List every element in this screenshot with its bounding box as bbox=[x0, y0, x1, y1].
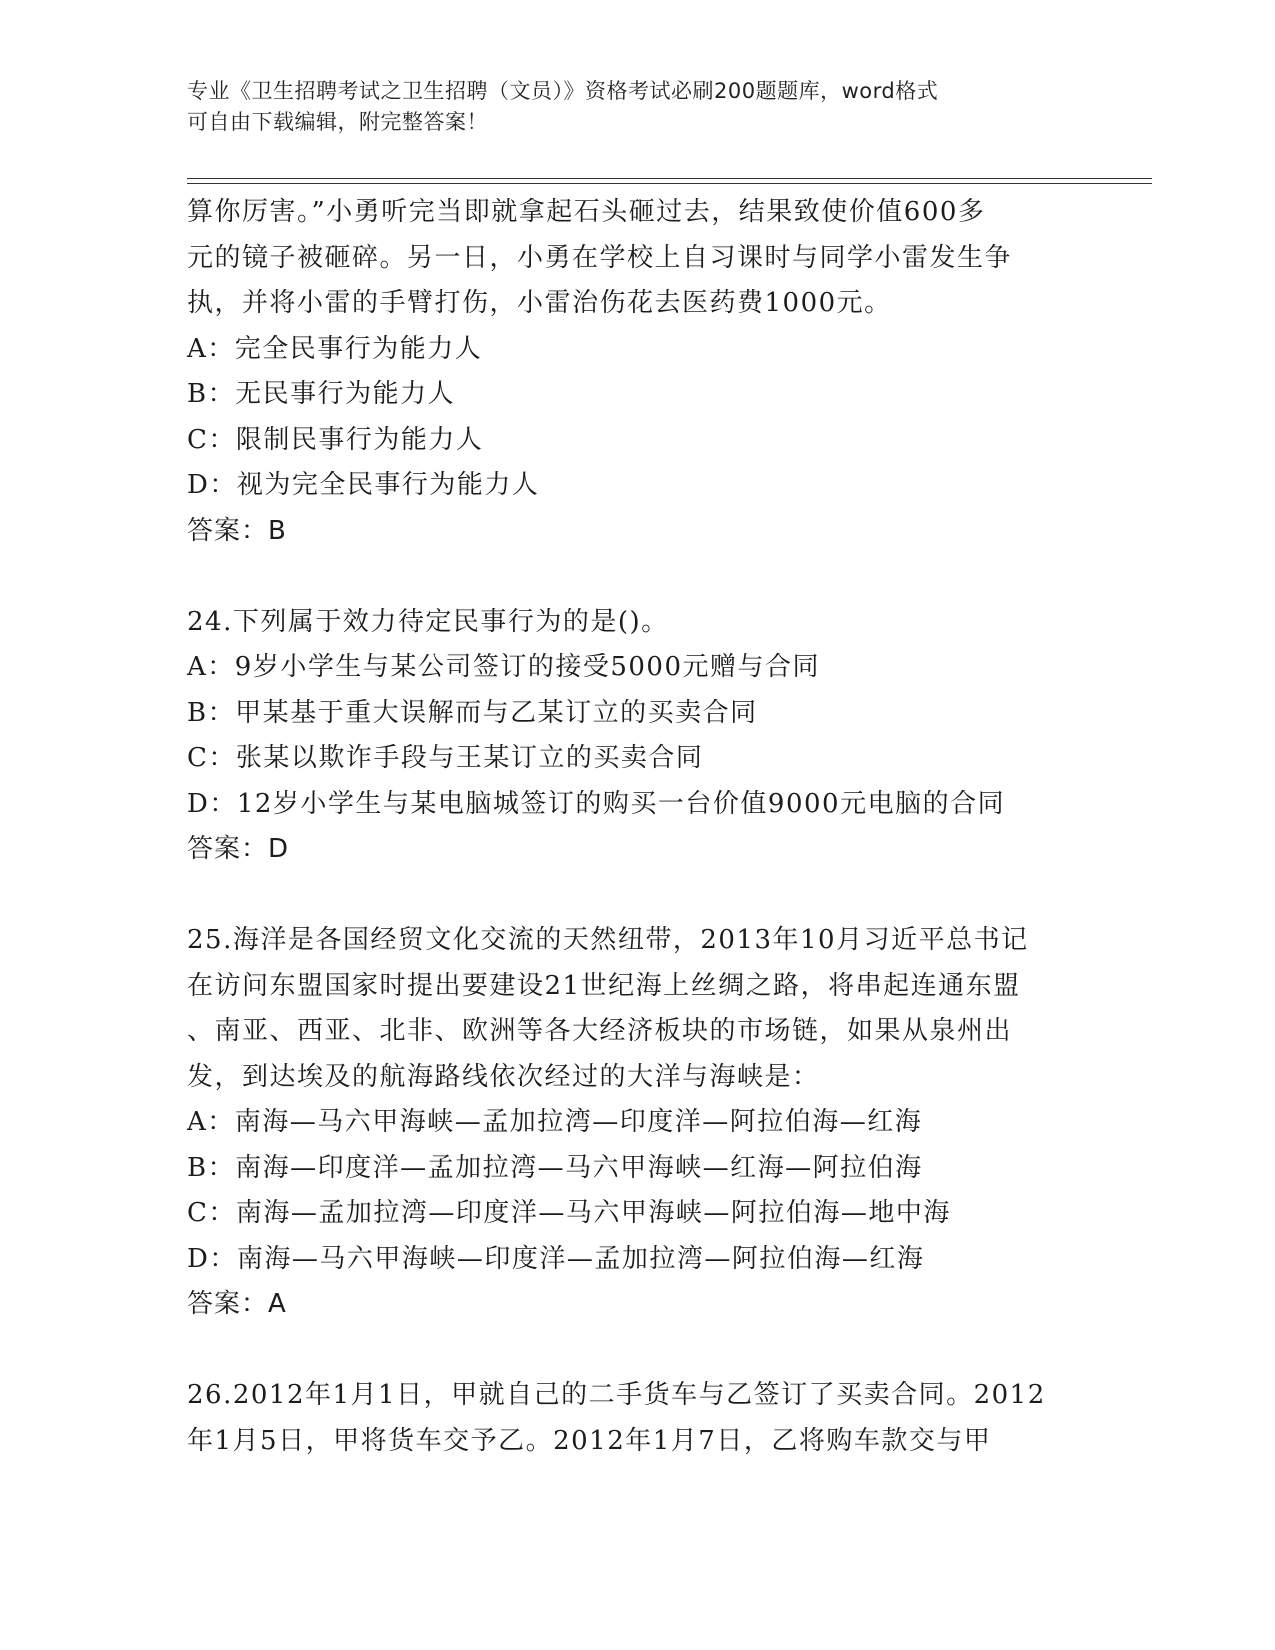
document-body bbox=[187, 190, 1087, 1464]
option-a: A：完全民事行为能力人 bbox=[187, 333, 483, 364]
option-b: B：无民事行为能力人 bbox=[187, 379, 456, 409]
page-header bbox=[187, 76, 1087, 138]
spacer bbox=[187, 554, 1087, 600]
answer-label: 答案：A bbox=[187, 1289, 287, 1319]
header-divider-bottom bbox=[187, 183, 1152, 184]
option-c: C：张某以欺诈手段与王某订立的买卖合同 bbox=[187, 743, 704, 773]
option-d: D：南海—马六甲海峡—印度洋—孟加拉湾—阿拉伯海—红海 bbox=[187, 1243, 925, 1274]
header-title-line-1: 专业《卫生招聘考试之卫生招聘（文员）》资格考试必刷200题题库，word格式 bbox=[187, 79, 939, 103]
question-text-line: 在访问东盟国家时提出要建设21世纪海上丝绸之路，将串起连通东盟 bbox=[187, 970, 1021, 1001]
question-24 bbox=[187, 600, 1087, 873]
question-text-line: 发，到达埃及的航海路线依次经过的大洋与海峡是： bbox=[187, 1061, 820, 1092]
question-text-line: 执，并将小雷的手臂打伤，小雷治伤花去医药费1000元。 bbox=[187, 288, 892, 318]
question-text-line: 24.下列属于效力待定民事行为的是()。 bbox=[187, 606, 669, 637]
question-26 bbox=[187, 1373, 1087, 1464]
question-23 bbox=[187, 190, 1087, 554]
question-25 bbox=[187, 918, 1087, 1328]
question-text-line: 25.海洋是各国经贸文化交流的天然纽带，2013年10月习近平总书记 bbox=[187, 925, 1029, 955]
answer-label: 答案：B bbox=[187, 515, 287, 546]
spacer bbox=[187, 1328, 1087, 1374]
answer-label: 答案：D bbox=[187, 834, 290, 864]
option-c: C：限制民事行为能力人 bbox=[187, 424, 484, 455]
option-c: C：南海—孟加拉湾—印度洋—马六甲海峡—阿拉伯海—地中海 bbox=[187, 1198, 951, 1228]
option-b: B：南海—印度洋—孟加拉湾—马六甲海峡—红海—阿拉伯海 bbox=[187, 1152, 923, 1183]
question-text-line: 、南亚、西亚、北非、欧洲等各大经济板块的市场链，如果从泉州出 bbox=[187, 1016, 1013, 1046]
question-text-line: 元的镜子被砸碎。另一日，小勇在学校上自习课时与同学小雷发生争 bbox=[187, 242, 1013, 273]
question-text-line: 26.2012年1月1日，甲就自己的二手货车与乙签订了买卖合同。2012 bbox=[187, 1380, 1046, 1410]
option-d: D：视为完全民事行为能力人 bbox=[187, 470, 540, 500]
option-a: A：9岁小学生与某公司签订的接受5000元赠与合同 bbox=[187, 652, 820, 682]
spacer bbox=[187, 873, 1087, 919]
header-title-line-2: 可自由下载编辑，附完整答案！ bbox=[187, 110, 488, 134]
option-d: D：12岁小学生与某电脑城签订的购买一台价值9000元电脑的合同 bbox=[187, 788, 1006, 819]
option-a: A：南海—马六甲海峡—孟加拉湾—印度洋—阿拉伯海—红海 bbox=[187, 1107, 923, 1137]
question-text-line: 算你厉害。”小勇听完当即就拿起石头砸过去，结果致使价值600多 bbox=[187, 197, 986, 227]
question-text-line: 年1月5日，甲将货车交予乙。2012年1月7日，乙将购车款交与甲 bbox=[187, 1425, 992, 1456]
header-divider-top bbox=[187, 178, 1152, 179]
option-b: B：甲某基于重大误解而与乙某订立的买卖合同 bbox=[187, 697, 758, 728]
